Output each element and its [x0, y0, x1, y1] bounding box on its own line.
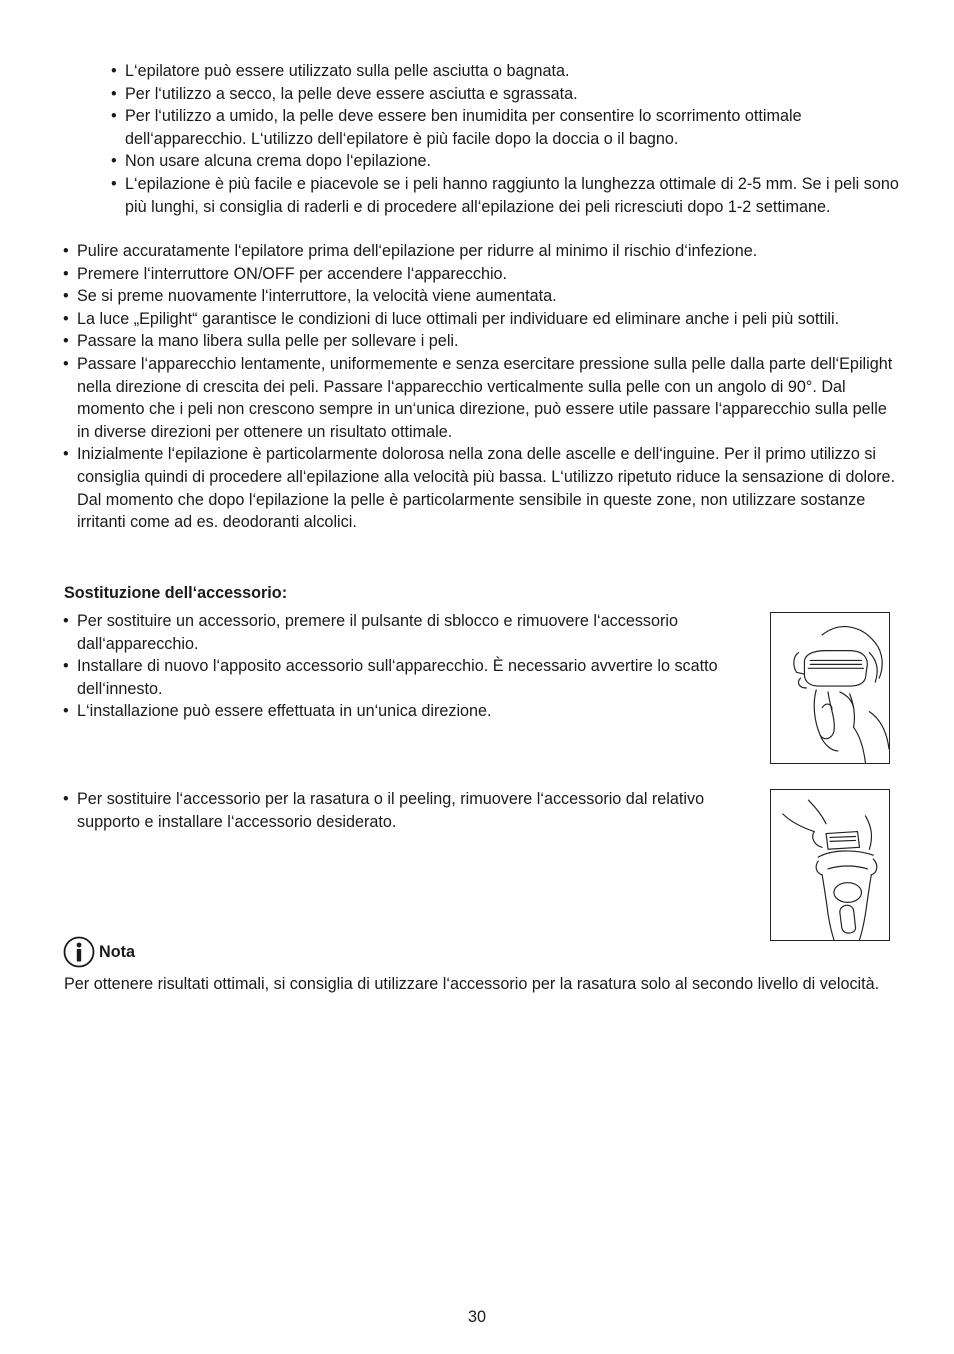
section-heading: Sostituzione dell‘accessorio: [64, 584, 288, 602]
list-item: • Non usare alcuna crema dopo l‘epilazione. [111, 150, 901, 173]
list-item: • Passare la mano libera sulla pelle per sollevare i peli. [63, 330, 901, 353]
list-item: • L‘epilazione è più facile e piacevole se i peli hanno raggiunto la lunghezza ottimale di 2-5 mm. Se i peli sono più lunghi, si consiglia di raderli e di procedere all‘epilazione dei peli ricresciuti dopo 1-2 settimane. [111, 173, 901, 218]
accessory-steps-list-2 [63, 788, 763, 833]
list-item: • La luce „Epilight“ garantisce le condizioni di luce ottimali per individuare ed eliminare anche i peli più sottili. [63, 308, 901, 331]
usage-tips-list [111, 60, 901, 218]
info-icon [63, 936, 95, 968]
accessory-steps-list [63, 610, 753, 723]
list-item: • Per l‘utilizzo a umido, la pelle deve essere ben inumidita per consentire lo scorrimento ottimale dell‘apparecchio. L‘utilizzo dell‘epilatore è più facile dopo la doccia o il bagno. [111, 105, 901, 150]
list-item: • L‘epilatore può essere utilizzato sulla pelle asciutta o bagnata. [111, 60, 901, 83]
accessory-swap-illustration [770, 789, 890, 941]
list-item: • Pulire accuratamente l‘epilatore prima dell‘epilazione per ridurre al minimo il rischio d‘infezione. [63, 240, 901, 263]
list-item: • Passare l‘apparecchio lentamente, uniformemente e senza esercitare pressione sulla pelle dalla parte dell‘Epilight nella direzione di crescita dei peli. Passare l‘apparecchio verticalmente sulla pelle con un angolo di 90°. Dal momento che i peli non crescono sempre in un‘unica direzione, può essere utile passare l‘apparecchio sulla pelle in diverse direzioni per ottenere un risultato ottimale. [63, 353, 901, 443]
note-text: Per ottenere risultati ottimali, si consiglia di utilizzare l‘accessorio per la rasatura solo al secondo livello di velocità. [64, 975, 880, 993]
page-number: 30 [467, 1308, 486, 1326]
list-item: • Inizialmente l‘epilazione è particolarmente dolorosa nella zona delle ascelle e dell‘inguine. Per il primo utilizzo si consiglia quindi di procedere all‘epilazione alla velocità più bassa. L‘utilizzo ripetuto riduce la sensazione di dolore. Dal momento che dopo l‘epilazione la pelle è particolarmente sensibile in queste zone, non utilizzare sostanze irritanti come ad es. deodoranti alcolici. [63, 443, 901, 533]
list-item: • Per sostituire l‘accessorio per la rasatura o il peeling, rimuovere l‘accessorio dal relativo supporto e installare l‘accessorio desiderato. [63, 788, 763, 833]
note-heading [63, 936, 135, 968]
list-item: • Per sostituire un accessorio, premere il pulsante di sblocco e rimuovere l‘accessorio dall‘apparecchio. [63, 610, 753, 655]
list-item: • L‘installazione può essere effettuata in un‘unica direzione. [63, 700, 753, 723]
list-item: • Premere l‘interruttore ON/OFF per accendere l‘apparecchio. [63, 263, 901, 286]
list-item: • Se si preme nuovamente l‘interruttore, la velocità viene aumentata. [63, 285, 901, 308]
note-title: Nota [99, 942, 135, 961]
instructions-list [63, 240, 901, 534]
accessory-removal-illustration [770, 612, 890, 764]
list-item: • Installare di nuovo l‘apposito accessorio sull‘apparecchio. È necessario avvertire lo scatto dell‘innesto. [63, 655, 753, 700]
list-item: • Per l‘utilizzo a secco, la pelle deve essere asciutta e sgrassata. [111, 83, 901, 106]
